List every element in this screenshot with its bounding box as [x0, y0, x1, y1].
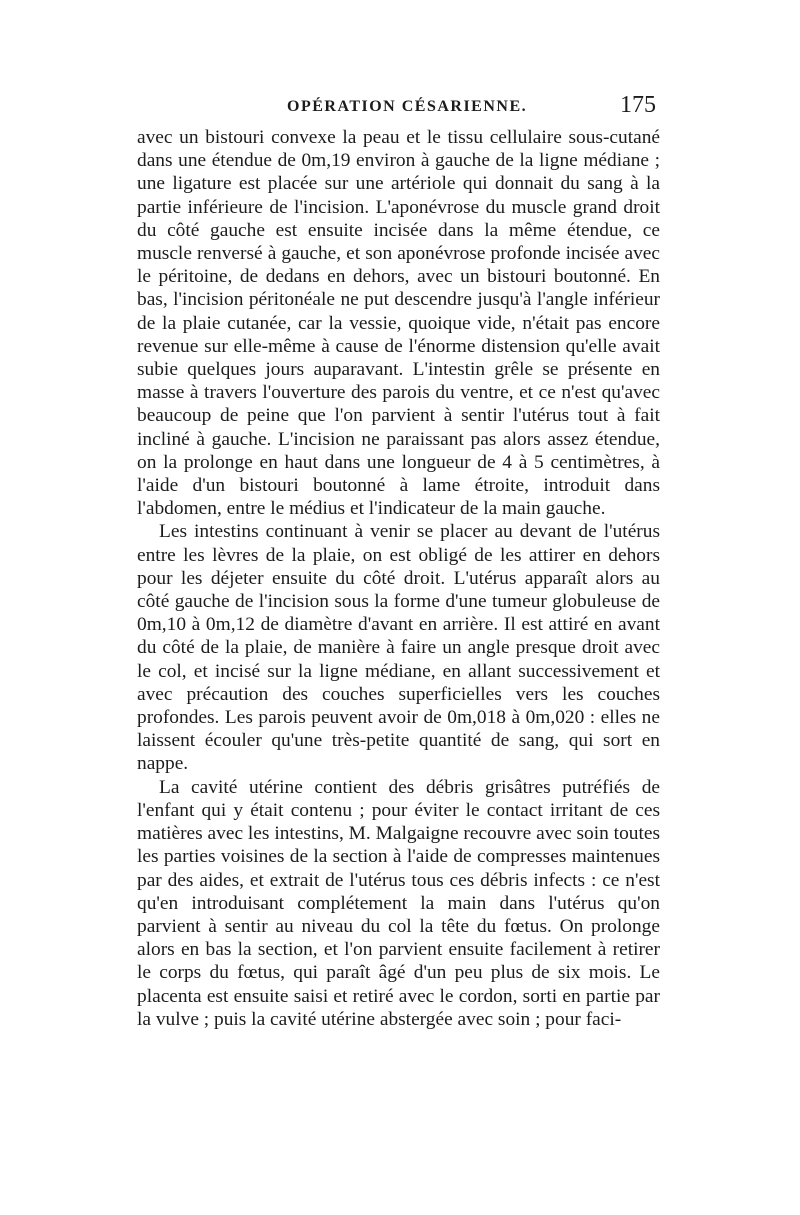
paragraph-cavite-uterine: La cavité utérine contient des débris grisâtres putréfiés de l'enfant qui y était contenu ; pour éviter le contact irritant de ces matières avec les intestins, M. Malgaigne recouvre avec soin toutes les parties voisines de la section à l'aide de compresses maintenues par des aides, et extrait de l'utérus tous ces débris infects : ce n'est qu'en introduisant complétement la main dans l'utérus qu'on parvient à sentir au niveau du col la tête du fœtus. On prolonge alors en bas la section, et l'on parvient ensuite facilement à retirer le corps du fœtus, qui paraît âgé d'un peu plus de six mois. Le placenta est ensuite saisi et retiré avec le cordon, sorti en partie par la vulve ; puis la cavité utérine abstergée avec soin ; pour faci- — [137, 776, 660, 1030]
page-number: 175 — [620, 92, 656, 118]
book-page — [137, 92, 660, 1031]
running-title: OPÉRATION CÉSARIENNE. — [287, 98, 528, 115]
page-header — [137, 92, 660, 126]
paragraph-intestins: Les intestins continuant à venir se placer au devant de l'utérus entre les lèvres de la plaie, on est obligé de les attirer en dehors pour les déjeter ensuite du côté droit. L'utérus apparaît alors au côté gauche de l'incision sous la forme d'une tumeur globuleuse de 0m,10 à 0m,12 de diamètre d'avant en arrière. Il est attiré en avant du côté de la plaie, de manière à faire un angle presque droit avec le col, et incisé sur la ligne médiane, en allant successivement et avec précaution des couches superficielles vers les couches profondes. Les parois peuvent avoir de 0m,018 à 0m,020 : elles ne laissent écouler qu'une très-petite quantité de sang, qui sort en nappe. — [137, 521, 660, 775]
paragraph-continuation: avec un bistouri convexe la peau et le tissu cellulaire sous-cutané dans une étendue de 0m,19 environ à gauche de la ligne médiane ; une ligature est placée sur une artériole qui donnait du sang à la partie inférieure de l'incision. L'aponévrose du muscle grand droit du côté gauche est ensuite incisée dans la même étendue, ce muscle renversé à gauche, et son aponévrose profonde incisée avec le péritoine, de dedans en dehors, avec un bistouri boutonné. En bas, l'incision péritonéale ne put descendre jusqu'à l'angle inférieur de la plaie cutanée, car la vessie, quoique vide, n'était pas encore revenue sur elle-même à cause de l'énorme distension qu'elle avait subie quelques jours auparavant. L'intestin grêle se présente en masse à travers l'ouverture des parois du ventre, et ce n'est qu'avec beaucoup de peine que l'on parvient à sentir l'utérus tout à fait incliné à gauche. L'incision ne paraissant pas alors assez étendue, on la prolonge en haut dans une longueur de 4 à 5 centimètres, à l'aide d'un bistouri boutonné à lame étroite, introduit dans l'abdomen, entre le médius et l'indicateur de la main gauche. — [137, 127, 660, 520]
body-text — [137, 126, 660, 1031]
